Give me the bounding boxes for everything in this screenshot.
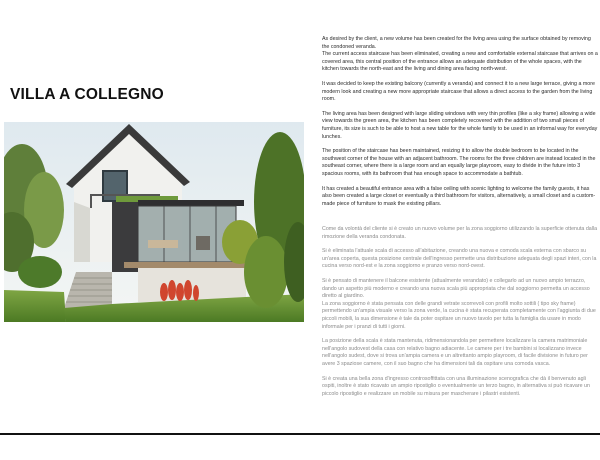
- italian-paragraph: Si è pensato di mantenere il balcone esistente (attualmente verandato) e collegarlo ad un nuovo ampio terrazzo, dando un aspetto più moderno e creando una nuova scala più appropriata che dal soggiorno permetta un accesso diretto al giardino. La zona soggiorno è stata pensata con delle grandi vetrate scorrevoli con profili molto sottili ( tipo sky frame) permettendo un'ampia visuale verso la zona verde, la cucina è stata recuperata completamente con l'aggiunta di due piccoli mobili, la sua dimensione è tale da poter ospitare un nuovo tavolo per tutta la famiglia da usare in modo informale per i pranzi di tutti i giorni.: [322, 277, 596, 330]
- italian-paragraph: La posizione della scala è stata mantenuta, ridimensionandola per permettere localizzare la camera matrimoniale nell'angolo sudovest della casa con relativo bagno adiacente. Le camere per i tre bambini si localizzano invece nell'angolo sudest, dove si trova un'ampia camera e un altrettanto ampio playroom, di facile divisione in futuro per avere 3 spaziose camere, con il suo bagno che ha dimensioni tali da ospitare una comoda vasca.: [322, 338, 588, 367]
- english-description: [322, 36, 598, 215]
- english-paragraph: The position of the staircase has been maintained, resizing it to allow the double bedroom to be located in the southwest corner of the house with an adjacent bathroom. The rooms for the three children are instead located in the southeast corner, where there is a large room and an equally large playroom, easy to divide in the future into 3 spacious rooms, with its bathroom that has enough space to accommodate a bathtub.: [322, 148, 596, 177]
- project-title: VILLA A COLLEGNO: [10, 86, 164, 103]
- bottom-divider: [0, 433, 600, 435]
- english-paragraph: It was decided to keep the existing balcony (currently a veranda) and connect it to a new large terrace, giving a more modern look and creating a new more appropriate staircase that allows a direct access to the garden from the living room.: [322, 80, 595, 103]
- italian-description: [322, 226, 598, 405]
- italian-paragraph: Si è eliminata l'attuale scala di accesso all'abitazione, creando una nuova e comoda scala esterna con sbarco su un'area coperta, questa posizione centrale dell'ingresso permette una distribuzione adeguata degli spazi interi, con la cucina verso nord-est e la zona soggiorno e pranzo verso nord-ovest.: [322, 248, 597, 270]
- english-paragraph: The living area has been designed with large sliding windows with very thin profiles (like a sky frame) allowing a wide view towards the green area, the kitchen has been completely recovered with the addition of two small pieces of furniture, its size is such to be able to host a new table for the whole family to be used in an informal way for everyday lunches.: [322, 110, 598, 140]
- english-paragraph: It has created a beautiful entrance area with a false ceiling with scenic lighting to welcome the family guests, it has also been created a large closet or eventually a third bathroom for visitors, alternatively, a small closet and a custom-made piece of furniture to mask the existing pillars.: [322, 185, 596, 207]
- english-paragraph: As desired by the client, a new volume has been created for the living area using the surface obtained by removing the condoned veranda. The current access staircase has been eliminated, creating a new and comfortable external staircase that arrives on a covered area, this central position of the entrance allows an adequate distribution of the whole spaces, with the kitchen towards the north-east and the living and dining area facing north-west.: [322, 36, 598, 73]
- italian-paragraph: Come da volontà del cliente si è creato un nuovo volume per la zona soggiorno utilizzando la superficie ottenuta dalla rimozione della veranda condonata.: [322, 226, 598, 240]
- italian-paragraph: Si è creata una bella zona d'ingresso controsoffittata con una illuminazione scenografica che dà il benvenuto agli ospiti, inoltre è stato ricavato un ampio ripostiglio o eventualmente un terzo bagno, in alternativa si può ricavare un piccolo ripostiglio e realizzare un mobile su misura per mascherare i pilastri esistenti.: [322, 375, 590, 397]
- villa-render: [4, 122, 304, 322]
